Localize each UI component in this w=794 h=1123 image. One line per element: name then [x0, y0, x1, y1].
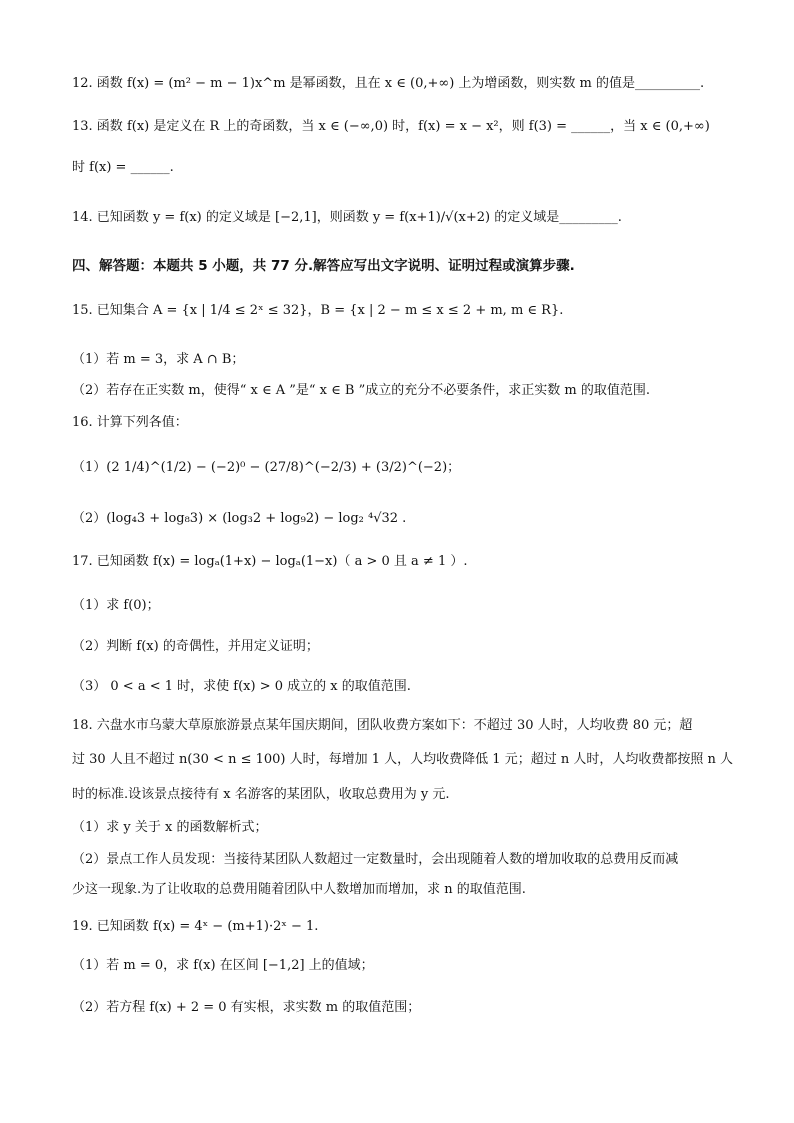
- question-19-part-1: （1）若 m = 0，求 f(x) 在区间 [−1,2] 上的值域；: [72, 958, 374, 973]
- question-19-part-2: （2）若方程 f(x) + 2 = 0 有实根，求实数 m 的取值范围；: [72, 1000, 421, 1015]
- question-15-part-1: （1）若 m = 3，求 A ∩ B；: [72, 352, 245, 367]
- question-15: 15. 已知集合 A = {x | 1/4 ≤ 2ˣ ≤ 32}，B = {x | 2 − m ≤ x ≤ 2 + m, m ∈ R}.: [72, 303, 564, 318]
- question-18-line-2: 过 30 人且不超过 n(30 < n ≤ 100) 人时，每增加 1 人，人均收费降低 1 元；超过 n 人时，人均收费都按照 n 人: [72, 752, 733, 767]
- question-16-part-2: （2）(log₄3 + log₈3) × (log₃2 + log₉2) − log₂ ⁴√32 .: [72, 511, 407, 526]
- question-16-part-1: （1）(2 1/4)^(1/2) − (−2)⁰ − (27/8)^(−2/3) + (3/2)^(−2)；: [72, 460, 461, 475]
- question-17: 17. 已知函数 f(x) = logₐ(1+x) − logₐ(1−x)（ a > 0 且 a ≠ 1 ）.: [72, 554, 468, 569]
- question-16: 16. 计算下列各值：: [72, 415, 188, 430]
- question-18-part-1: （1）求 y 关于 x 的函数解析式；: [72, 820, 268, 835]
- question-18-part-2-line-2: 少这一现象.为了让收取的总费用随着团队中人数增加而增加，求 n 的取值范围.: [72, 882, 526, 897]
- question-17-part-1: （1）求 f(0)；: [72, 598, 160, 613]
- question-17-part-3: （3） 0 < a < 1 时，求使 f(x) > 0 成立的 x 的取值范围.: [72, 679, 411, 694]
- question-13-line-1: 13. 函数 f(x) 是定义在 R 上的奇函数，当 x ∈ (−∞,0) 时，f(x) = x − x²，则 f(3) = ______，当 x ∈ (0,+∞): [72, 119, 710, 134]
- question-14: 14. 已知函数 y = f(x) 的定义域是 [−2,1]，则函数 y = f(x+1)/√(x+2) 的定义域是_________.: [72, 210, 622, 225]
- section-4-heading: 四、解答题：本题共 5 小题，共 77 分.解答应写出文字说明、证明过程或演算步骤.: [72, 258, 575, 274]
- question-18-line-3: 时的标准.设该景点接待有 x 名游客的某团队，收取总费用为 y 元.: [72, 787, 450, 802]
- question-18-line-1: 18. 六盘水市乌蒙大草原旅游景点某年国庆期间，团队收费方案如下：不超过 30 人时，人均收费 80 元；超: [72, 718, 693, 733]
- question-17-part-2: （2）判断 f(x) 的奇偶性，并用定义证明；: [72, 639, 319, 654]
- question-18-part-2-line-1: （2）景点工作人员发现：当接待某团队人数超过一定数量时，会出现随着人数的增加收取的总费用反而减: [72, 852, 679, 867]
- question-19: 19. 已知函数 f(x) = 4ˣ − (m+1)·2ˣ − 1.: [72, 919, 319, 934]
- question-13-line-2: 时 f(x) = ______.: [72, 160, 174, 175]
- question-15-part-2: （2）若存在正实数 m，使得“ x ∈ A ”是“ x ∈ B ”成立的充分不必要条件，求正实数 m 的取值范围.: [72, 383, 650, 398]
- question-12: 12. 函数 f(x) = (m² − m − 1)x^m 是幂函数，且在 x ∈ (0,+∞) 上为增函数，则实数 m 的值是__________.: [72, 76, 705, 91]
